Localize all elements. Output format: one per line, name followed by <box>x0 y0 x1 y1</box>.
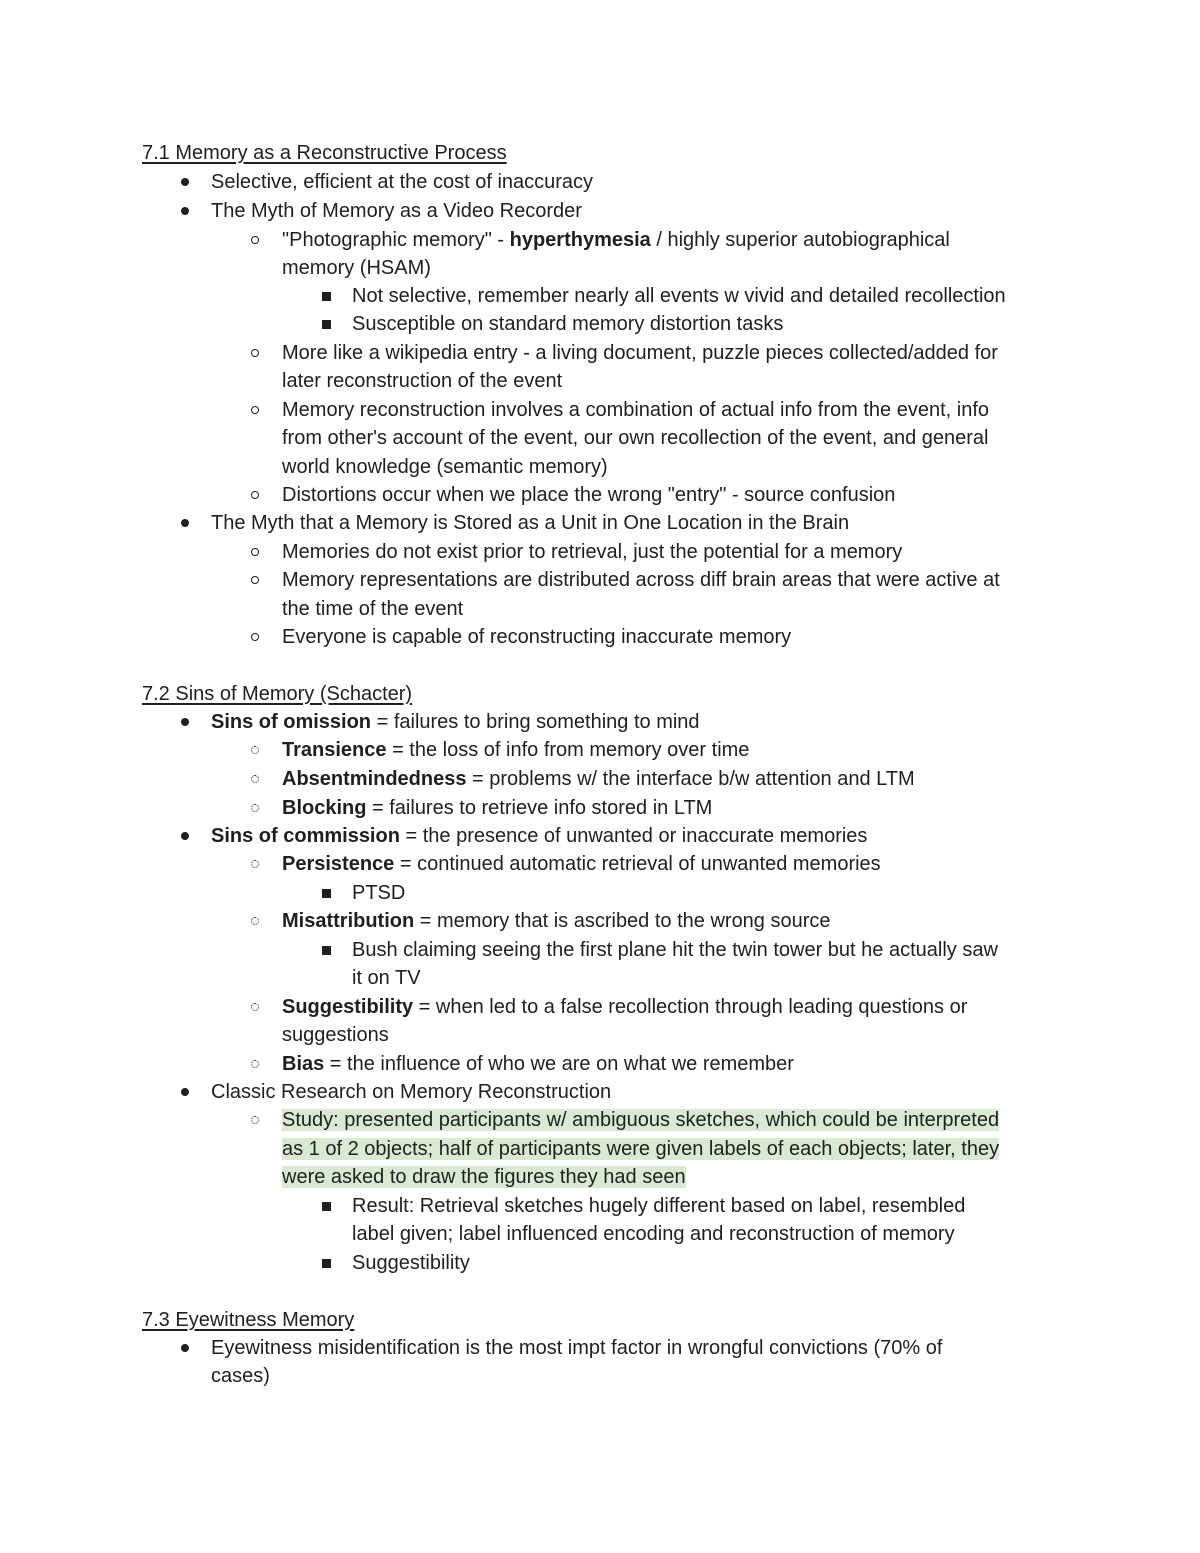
list-item-continuation: suggestions <box>282 1024 389 1046</box>
list-item: The Myth of Memory as a Video Recorder <box>211 200 582 222</box>
bullet-marker <box>176 509 196 537</box>
list-item: Memory reconstruction involves a combination of actual info from the event, info <box>282 399 990 421</box>
list-item: Absentmindedness = problems w/ the interface b/w attention and LTM <box>282 768 915 790</box>
list-item: Blocking = failures to retrieve info stored in LTM <box>282 797 713 819</box>
list-item: Selective, efficient at the cost of inaccuracy <box>211 171 594 193</box>
list-item-continuation: label given; label influenced encoding and reconstruction of memory <box>352 1223 955 1245</box>
list-item: Persistence = continued automatic retrieval of unwanted memories <box>282 853 881 875</box>
key-term: Sins of commission <box>211 825 400 847</box>
key-term: Blocking <box>282 797 367 819</box>
list-item: Everyone is capable of reconstructing inaccurate memory <box>282 626 792 648</box>
bullet-marker <box>176 197 196 225</box>
key-term: Misattribution <box>282 910 415 932</box>
bullet-marker <box>317 879 337 907</box>
section-heading: 7.3 Eyewitness Memory <box>142 1309 355 1331</box>
bullet-marker <box>317 1192 337 1220</box>
list-item: Misattribution = memory that is ascribed to the wrong source <box>282 910 831 932</box>
bullet-marker <box>246 481 266 509</box>
highlighted-list-item-continuation: were asked to draw the figures they had seen <box>282 1166 686 1188</box>
bullet-marker <box>246 907 266 935</box>
key-term: Transience <box>282 739 387 761</box>
key-term: Absentmindedness <box>282 768 467 790</box>
bullet-marker <box>176 708 196 736</box>
bullet-marker <box>246 993 266 1021</box>
list-item: Classic Research on Memory Reconstruction <box>211 1081 612 1103</box>
bullet-marker <box>246 794 266 822</box>
section-heading: 7.1 Memory as a Reconstructive Process <box>142 142 507 164</box>
list-item: Transience = the loss of info from memory over time <box>282 739 750 761</box>
bullet-marker <box>317 282 337 310</box>
bullet-marker <box>246 765 266 793</box>
list-item-continuation: from other's account of the event, our own recollection of the event, and general <box>282 427 989 449</box>
key-term: hyperthymesia <box>509 229 651 251</box>
section-heading: 7.2 Sins of Memory (Schacter) <box>142 683 413 705</box>
list-item: Memories do not exist prior to retrieval, just the potential for a memory <box>282 541 903 563</box>
list-item: Sins of commission = the presence of unwanted or inaccurate memories <box>211 825 868 847</box>
bullet-marker <box>246 736 266 764</box>
list-item: Eyewitness misidentification is the most impt factor in wrongful convictions (70% of <box>211 1337 943 1359</box>
list-item: Memory representations are distributed across diff brain areas that were active at <box>282 569 1000 591</box>
list-item-continuation: the time of the event <box>282 598 464 620</box>
list-item: The Myth that a Memory is Stored as a Unit in One Location in the Brain <box>211 512 850 534</box>
bullet-marker <box>246 339 266 367</box>
list-item: Suggestibility <box>352 1252 470 1274</box>
bullet-marker <box>246 396 266 424</box>
bullet-marker <box>317 1249 337 1277</box>
key-term: Bias <box>282 1053 325 1075</box>
bullet-marker <box>246 850 266 878</box>
bullet-marker <box>246 1106 266 1134</box>
bullet-marker <box>317 936 337 964</box>
list-item-continuation: cases) <box>211 1365 270 1387</box>
list-item: Bush claiming seeing the first plane hit the twin tower but he actually saw <box>352 939 998 961</box>
list-item: "Photographic memory" - hyperthymesia / highly superior autobiographical <box>282 229 950 251</box>
key-term: Persistence <box>282 853 395 875</box>
list-item: Bias = the influence of who we are on what we remember <box>282 1053 794 1075</box>
list-item: Not selective, remember nearly all events w vivid and detailed recollection <box>352 285 1006 307</box>
list-item-continuation: later reconstruction of the event <box>282 370 563 392</box>
list-item-continuation: world knowledge (semantic memory) <box>282 456 608 478</box>
key-term: Suggestibility <box>282 996 414 1018</box>
bullet-marker <box>176 168 196 196</box>
list-item: Susceptible on standard memory distortion tasks <box>352 313 784 335</box>
bullet-marker <box>246 623 266 651</box>
list-item: Suggestibility = when led to a false recollection through leading questions or <box>282 996 968 1018</box>
highlighted-list-item-continuation: as 1 of 2 objects; half of participants were given labels of each objects; later, they <box>282 1138 1000 1160</box>
bullet-marker <box>176 1334 196 1362</box>
bullet-marker <box>317 310 337 338</box>
bullet-marker <box>176 1078 196 1106</box>
bullet-marker <box>246 566 266 594</box>
key-term: Sins of omission <box>211 711 372 733</box>
bullet-marker <box>246 538 266 566</box>
list-item: Sins of omission = failures to bring something to mind <box>211 711 700 733</box>
highlighted-list-item: Study: presented participants w/ ambiguous sketches, which could be interpreted <box>282 1109 1000 1131</box>
list-item: PTSD <box>352 882 406 904</box>
list-item: More like a wikipedia entry - a living document, puzzle pieces collected/added for <box>282 342 998 364</box>
list-item: Distortions occur when we place the wrong "entry" - source confusion <box>282 484 896 506</box>
list-item: Result: Retrieval sketches hugely different based on label, resembled <box>352 1195 966 1217</box>
bullet-marker <box>246 226 266 254</box>
list-item-continuation: it on TV <box>352 967 421 989</box>
list-item-continuation: memory (HSAM) <box>282 257 431 279</box>
bullet-marker <box>246 1050 266 1078</box>
bullet-marker <box>176 822 196 850</box>
